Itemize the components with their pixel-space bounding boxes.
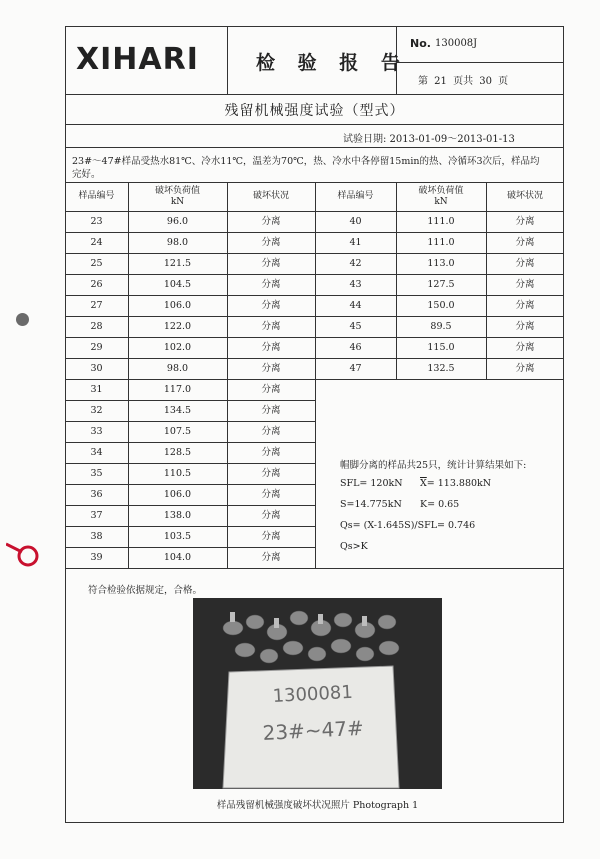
stats-xbar: = 113.880kN bbox=[426, 478, 492, 489]
cell-sample-no: 39 bbox=[90, 552, 103, 563]
board-text-report-no: 1300081 bbox=[272, 681, 354, 707]
cell-sample-no: 27 bbox=[90, 300, 103, 311]
cell-sample-no: 40 bbox=[349, 216, 362, 227]
cell-failure-status: 分离 bbox=[261, 363, 281, 374]
cell-failing-load: 127.5 bbox=[427, 279, 455, 290]
report-title: 检 验 报 告 bbox=[256, 52, 408, 74]
test-condition-line1: 23#～47#样品受热水81℃、冷水11℃，温差为70℃，热、冷水中各停留15min的热、冷循环3次后，样品均 bbox=[72, 156, 540, 167]
stats-qs: Qs= (X-1.645S)/SFL= 0.746 bbox=[340, 520, 476, 531]
cell-sample-no: 43 bbox=[349, 279, 362, 290]
header-load-unit: kN bbox=[434, 196, 448, 207]
cell-sample-no: 35 bbox=[90, 468, 103, 479]
cell-sample-no: 38 bbox=[90, 531, 103, 542]
cell-failure-status: 分离 bbox=[515, 237, 535, 248]
cell-failure-status: 分离 bbox=[261, 405, 281, 416]
cell-failing-load: 111.0 bbox=[427, 216, 455, 227]
report-no-label: No. bbox=[410, 37, 431, 50]
cell-failing-load: 103.5 bbox=[163, 531, 192, 542]
cell-failing-load: 138.0 bbox=[163, 510, 192, 521]
cell-failing-load: 113.0 bbox=[427, 258, 455, 269]
report-number: 130008J bbox=[435, 38, 478, 49]
cell-failing-load: 115.0 bbox=[427, 342, 455, 353]
cell-sample-no: 33 bbox=[90, 426, 103, 437]
stats-qs-compare: Qs>K bbox=[340, 541, 368, 552]
cell-failure-status: 分离 bbox=[261, 258, 281, 269]
cell-sample-no: 46 bbox=[349, 342, 362, 353]
test-date: 试验日期: 2013-01-09～2013-01-13 bbox=[343, 134, 515, 145]
cell-failing-load: 104.5 bbox=[163, 279, 192, 290]
stats-k: K= 0.65 bbox=[420, 499, 460, 510]
cell-failing-load: 134.5 bbox=[163, 405, 192, 416]
cell-failure-status: 分离 bbox=[261, 531, 281, 542]
cell-failing-load: 110.5 bbox=[163, 468, 192, 479]
header-sample-no: 样品编号 bbox=[78, 191, 115, 201]
cell-failing-load: 89.5 bbox=[430, 321, 452, 332]
photo-caption: 样品残留机械强度破坏状况照片 Photograph 1 bbox=[216, 800, 419, 811]
header-failing-load bbox=[396, 182, 486, 211]
cell-failure-status: 分离 bbox=[261, 321, 281, 332]
binder-clip-icon bbox=[6, 538, 46, 574]
header-load-label: 破坏负荷值 bbox=[154, 185, 200, 196]
cell-sample-no: 23 bbox=[90, 216, 103, 227]
cell-failing-load: 98.0 bbox=[166, 237, 189, 248]
broken-insulators-image bbox=[193, 598, 442, 789]
cell-failing-load: 102.0 bbox=[163, 342, 192, 353]
cell-sample-no: 29 bbox=[90, 342, 103, 353]
cell-failing-load: 104.0 bbox=[163, 552, 192, 563]
cell-failure-status: 分离 bbox=[515, 258, 535, 269]
stats-s: S=14.775kN bbox=[340, 499, 402, 510]
cell-sample-no: 41 bbox=[349, 237, 362, 248]
cell-sample-no: 31 bbox=[90, 384, 103, 395]
conclusion: 符合检验依据规定，合格。 bbox=[88, 585, 203, 596]
cell-sample-no: 42 bbox=[349, 258, 362, 269]
header-failing-load bbox=[128, 182, 227, 211]
header-failure-status: 破坏状况 bbox=[506, 191, 543, 201]
cell-failure-status: 分离 bbox=[261, 279, 281, 290]
sample-photo bbox=[193, 598, 442, 789]
cell-failing-load: 128.5 bbox=[163, 447, 192, 458]
punch-hole bbox=[16, 313, 29, 326]
cell-failing-load: 107.5 bbox=[163, 426, 192, 437]
header-failure-status: 破坏状况 bbox=[252, 191, 289, 201]
cell-sample-no: 25 bbox=[90, 258, 103, 269]
cell-failing-load: 111.0 bbox=[427, 237, 455, 248]
cell-failing-load: 132.5 bbox=[427, 363, 455, 374]
board-text-samples: 23#~47# bbox=[262, 715, 365, 745]
cell-failure-status: 分离 bbox=[261, 237, 281, 248]
cell-failing-load: 122.0 bbox=[163, 321, 192, 332]
cell-failing-load: 117.0 bbox=[163, 384, 192, 395]
cell-failure-status: 分离 bbox=[515, 363, 535, 374]
cell-failure-status: 分离 bbox=[515, 300, 535, 311]
cell-failure-status: 分离 bbox=[515, 279, 535, 290]
company-logo: XIHARI bbox=[76, 42, 199, 77]
cell-failure-status: 分离 bbox=[515, 216, 535, 227]
cell-sample-no: 26 bbox=[90, 279, 103, 290]
cell-failure-status: 分离 bbox=[261, 447, 281, 458]
header-load-unit: kN bbox=[170, 196, 185, 207]
header-sample-no: 样品编号 bbox=[337, 191, 374, 201]
cell-sample-no: 28 bbox=[90, 321, 103, 332]
stats-intro: 帽脚分离的样品共25只，统计计算结果如下: bbox=[340, 460, 527, 471]
cell-failure-status: 分离 bbox=[261, 552, 281, 563]
cell-failure-status: 分离 bbox=[261, 216, 281, 227]
cell-sample-no: 45 bbox=[349, 321, 362, 332]
cell-failing-load: 121.5 bbox=[163, 258, 192, 269]
cell-sample-no: 34 bbox=[90, 447, 103, 458]
stats-xbar-symbol: $\overline{X}$ bbox=[420, 478, 427, 489]
cell-failure-status: 分离 bbox=[261, 510, 281, 521]
cell-failure-status: 分离 bbox=[261, 489, 281, 500]
test-condition-line2: 完好。 bbox=[72, 169, 101, 180]
cell-failing-load: 150.0 bbox=[427, 300, 455, 311]
stats-sfl: SFL= 120kN bbox=[340, 478, 403, 489]
cell-failing-load: 96.0 bbox=[166, 216, 189, 227]
cell-failure-status: 分离 bbox=[515, 321, 535, 332]
cell-sample-no: 36 bbox=[90, 489, 103, 500]
cell-sample-no: 24 bbox=[90, 237, 103, 248]
cell-sample-no: 37 bbox=[90, 510, 103, 521]
cell-failure-status: 分离 bbox=[261, 468, 281, 479]
test-title: 残留机械强度试验（型式） bbox=[224, 103, 405, 119]
cell-failure-status: 分离 bbox=[261, 300, 281, 311]
cell-failing-load: 106.0 bbox=[163, 489, 192, 500]
header-load-label: 破坏负荷值 bbox=[418, 185, 464, 196]
cell-sample-no: 44 bbox=[349, 300, 362, 311]
cell-sample-no: 47 bbox=[349, 363, 362, 374]
cell-failure-status: 分离 bbox=[261, 384, 281, 395]
cell-failing-load: 106.0 bbox=[163, 300, 192, 311]
cell-failure-status: 分离 bbox=[261, 342, 281, 353]
page-info: 第 21 页共 30 页 bbox=[418, 76, 509, 87]
cell-sample-no: 32 bbox=[90, 405, 103, 416]
cell-failure-status: 分离 bbox=[261, 426, 281, 437]
cell-sample-no: 30 bbox=[90, 363, 103, 374]
cell-failure-status: 分离 bbox=[515, 342, 535, 353]
cell-failing-load: 98.0 bbox=[166, 363, 189, 374]
